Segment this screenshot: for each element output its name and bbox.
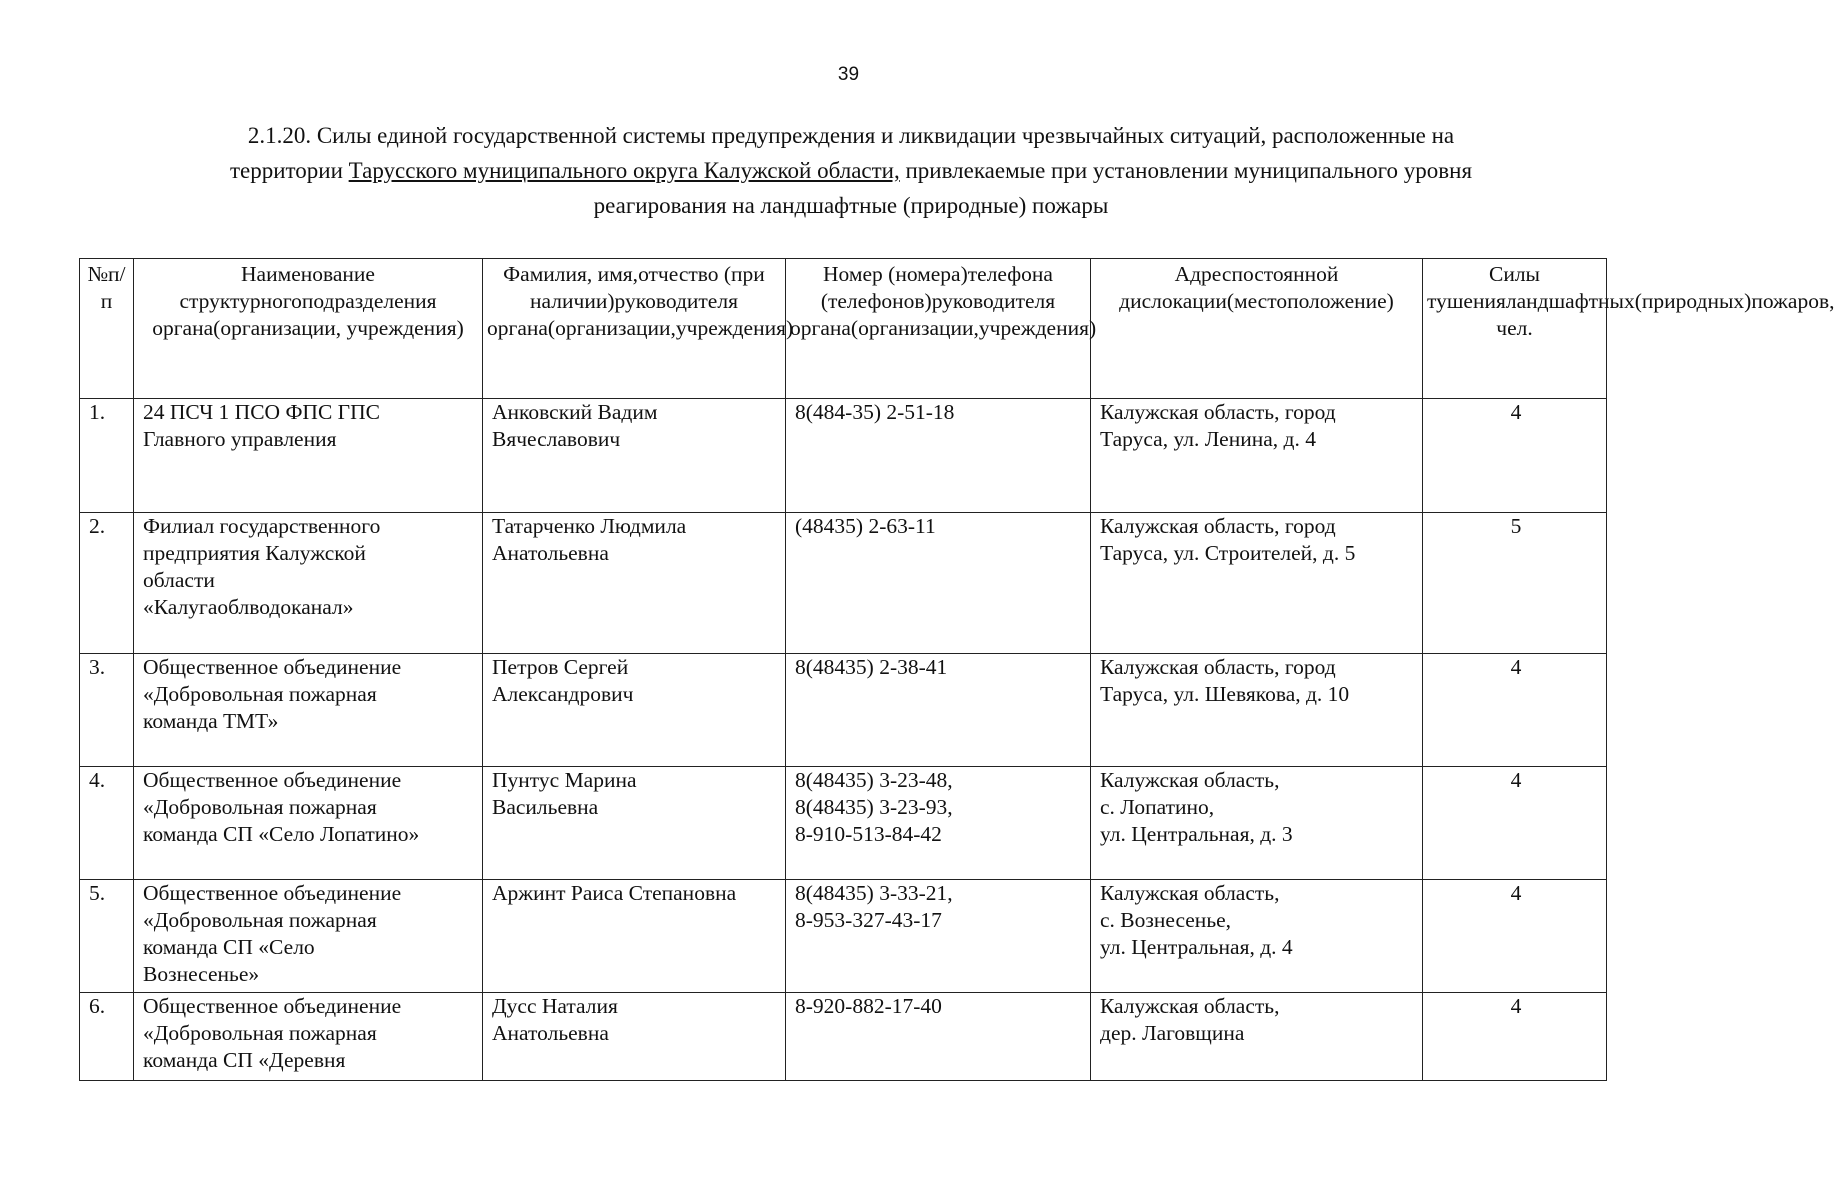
cell-text-line: Таруса, ул. Строителей, д. 5: [1100, 541, 1356, 565]
row-head-name: [483, 993, 786, 1081]
row-phone: [786, 767, 1091, 880]
cell-text-line: пожаров, чел.: [1496, 289, 1834, 340]
cell-text-line: руководителя органа: [487, 289, 738, 340]
cell-text-line: «Добровольная пожарная: [143, 795, 377, 819]
cell-text-line: руководителя органа: [790, 289, 1056, 340]
table-header-row: [80, 259, 1607, 399]
cell-text-line: команда СП «Деревня: [143, 1048, 346, 1072]
cell-text-line: Таруса, ул. Ленина, д. 4: [1100, 427, 1316, 451]
cell-text-line: Анатольевна: [492, 1021, 609, 1045]
cell-text-line: ул. Центральная, д. 4: [1100, 935, 1293, 959]
table-row: [80, 654, 1607, 767]
cell-text-line: Анатольевна: [492, 541, 609, 565]
cell-text-line: Анковский Вадим: [492, 400, 658, 424]
row-organization: [134, 993, 483, 1081]
row-address: [1091, 399, 1423, 513]
heading-underlined-text: Тарусского муниципального округа Калужской области,: [348, 158, 900, 183]
row-phone: [786, 880, 1091, 993]
cell-text-line: Калужская область,: [1100, 768, 1280, 792]
row-address: [1091, 993, 1423, 1081]
row-phone: [786, 654, 1091, 767]
cell-text-line: «Добровольная пожарная: [143, 1021, 377, 1045]
cell-text-line: Номер (номера): [823, 262, 968, 286]
cell-text-line: Аржинт Раиса Степановна: [492, 881, 737, 905]
cell-text-line: (местоположение): [1226, 289, 1394, 313]
row-number: 6.: [80, 993, 134, 1081]
cell-text-line: 8-920-882-17-40: [795, 994, 942, 1018]
cell-text-line: Александрович: [492, 682, 634, 706]
cell-text-line: Таруса, ул. Шевякова, д. 10: [1100, 682, 1350, 706]
row-head-name: [483, 513, 786, 654]
row-address: [1091, 654, 1423, 767]
row-organization: [134, 880, 483, 993]
cell-text-line: (организации, учреждения): [213, 316, 464, 340]
table-row: [80, 993, 1607, 1081]
cell-text-line: Фамилия, имя,: [503, 262, 639, 286]
cell-text-line: Общественное объединение: [143, 655, 402, 679]
row-organization: [134, 654, 483, 767]
cell-text-line: Вячеславович: [492, 427, 621, 451]
cell-text-line: отчество (при наличии): [530, 262, 765, 313]
row-phone: [786, 399, 1091, 513]
row-address: [1091, 767, 1423, 880]
cell-text-line: команда СП «Село: [143, 935, 315, 959]
cell-text-line: «Калугаоблводоканал»: [143, 595, 354, 619]
cell-text-line: «Добровольная пожарная: [143, 682, 377, 706]
header-head-name: [483, 259, 794, 399]
cell-text-line: Калужская область, город: [1100, 655, 1336, 679]
cell-text-line: ландшафтных: [1505, 289, 1635, 313]
row-forces-count: 4: [1423, 767, 1607, 880]
cell-text-line: 8(48435) 3-23-93,: [795, 795, 953, 819]
forces-table: [79, 258, 1834, 1081]
cell-text-line: (организации,: [850, 316, 979, 340]
cell-text-line: Общественное объединение: [143, 994, 402, 1018]
row-phone: [786, 993, 1091, 1081]
cell-text-line: предприятия Калужской: [143, 541, 366, 565]
cell-text-line: Филиал государственного: [143, 514, 381, 538]
cell-text-line: Калужская область,: [1100, 994, 1280, 1018]
cell-text-line: «Добровольная пожарная: [143, 908, 377, 932]
cell-text-line: области: [143, 568, 215, 592]
table-row: [80, 399, 1607, 513]
row-head-name: [483, 880, 786, 993]
row-phone: [786, 513, 1091, 654]
row-head-name: [483, 654, 786, 767]
cell-text-line: с. Лопатино,: [1100, 795, 1215, 819]
row-number: 4.: [80, 767, 134, 880]
cell-text-line: 8(484-35) 2-51-18: [795, 400, 955, 424]
cell-text-line: Общественное объединение: [143, 881, 402, 905]
cell-text-line: телефона (телефонов): [820, 262, 1053, 313]
cell-text-line: Общественное объединение: [143, 768, 402, 792]
row-address: [1091, 513, 1423, 654]
cell-text-line: Адрес: [1174, 262, 1232, 286]
heading-line-2: [120, 153, 1582, 188]
cell-text-line: дер. Лаговщина: [1100, 1021, 1245, 1045]
page-number: 39: [837, 64, 860, 85]
cell-text-line: Наименование структурного: [179, 262, 375, 313]
header-organization: [134, 259, 483, 399]
cell-text-line: Татарченко Людмила: [492, 514, 687, 538]
cell-text-line: 8(48435) 3-33-21,: [795, 881, 953, 905]
cell-text-line: ул. Центральная, д. 3: [1100, 822, 1293, 846]
header-number: [80, 259, 134, 399]
cell-text-line: учреждения): [978, 316, 1097, 340]
row-address: [1091, 880, 1423, 993]
row-number: 3.: [80, 654, 134, 767]
table-row: [80, 767, 1607, 880]
heading-line-1: 2.1.20. Силы единой государственной системы предупреждения и ликвидации чрезвычайных ситуаций, расположенные на: [247, 123, 1455, 148]
cell-text-line: учреждения): [675, 316, 794, 340]
cell-text-line: (организации,: [547, 316, 676, 340]
heading-line-2-prefix: территории: [229, 158, 349, 183]
cell-text-line: команда СП «Село Лопатино»: [143, 822, 420, 846]
row-forces-count: 4: [1423, 654, 1607, 767]
cell-text-line: 8(48435) 3-23-48,: [795, 768, 953, 792]
row-forces-count: 4: [1423, 399, 1607, 513]
cell-text-line: Калужская область,: [1100, 881, 1280, 905]
cell-text-line: подразделения органа: [152, 289, 437, 340]
row-forces-count: 4: [1423, 880, 1607, 993]
header-phone: [786, 259, 1097, 399]
table-row: [80, 880, 1607, 993]
heading-line-2-suffix: привлекаемые при установлении муниципального уровня: [899, 158, 1473, 183]
cell-text-line: команда ТМТ»: [143, 709, 279, 733]
cell-text-line: Петров Сергей: [492, 655, 629, 679]
header-address: [1091, 259, 1423, 399]
document-heading: [120, 118, 1582, 223]
cell-text-line: (природных): [1634, 289, 1752, 313]
cell-text-line: Главного управления: [143, 427, 337, 451]
row-number: 1.: [80, 399, 134, 513]
table-row: [80, 513, 1607, 654]
cell-text-line: 8(48435) 2-38-41: [795, 655, 948, 679]
row-head-name: [483, 767, 786, 880]
cell-text-line: 24 ПСЧ 1 ПСО ФПС ГПС: [143, 400, 380, 424]
row-organization: [134, 513, 483, 654]
cell-text-line: постоянной дислокации: [1119, 262, 1339, 313]
cell-text-line: Васильевна: [492, 795, 599, 819]
row-number: 2.: [80, 513, 134, 654]
row-organization: [134, 767, 483, 880]
cell-text-line: №: [87, 262, 109, 286]
row-number: 5.: [80, 880, 134, 993]
row-forces-count: 4: [1423, 993, 1607, 1081]
cell-text-line: (48435) 2-63-11: [795, 514, 936, 538]
cell-text-line: 8-953-327-43-17: [795, 908, 942, 932]
heading-line-3: реагирования на ландшафтные (природные) пожары: [593, 193, 1109, 218]
cell-text-line: Вознесенье»: [143, 962, 260, 986]
cell-text-line: Дусс Наталия: [492, 994, 618, 1018]
row-organization: [134, 399, 483, 513]
cell-text-line: Калужская область, город: [1100, 514, 1336, 538]
cell-text-line: Силы тушения: [1427, 262, 1541, 313]
header-forces-count: [1423, 259, 1834, 399]
row-forces-count: 5: [1423, 513, 1607, 654]
cell-text-line: п/п: [100, 262, 126, 313]
cell-text-line: с. Вознесенье,: [1100, 908, 1232, 932]
row-head-name: [483, 399, 786, 513]
cell-text-line: Калужская область, город: [1100, 400, 1336, 424]
cell-text-line: Пунтус Марина: [492, 768, 637, 792]
cell-text-line: 8-910-513-84-42: [795, 822, 942, 846]
